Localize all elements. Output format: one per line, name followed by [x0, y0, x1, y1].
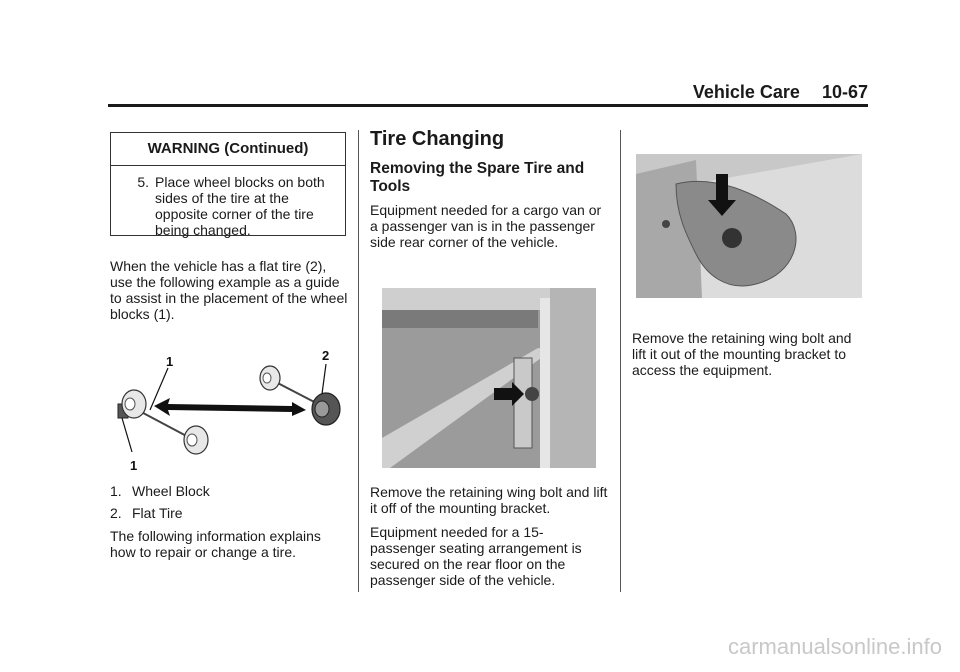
flat-tire-icon	[312, 393, 340, 425]
middle-para-3: Equipment needed for a 15-passenger seating arrangement is secured on the rear floor on the passenger side of the vehicle.	[370, 524, 582, 588]
front-right-tire-icon	[184, 426, 208, 454]
left-outro: The following information explains how to repair or change a tire.	[110, 528, 321, 560]
right-para-1: Remove the retaining wing bolt and lift it out of the mounting bracket to access the equipment.	[632, 330, 852, 378]
wheel-block-diagram	[110, 346, 348, 476]
warning-item-text: Place wheel blocks on both sides of the tire at the opposite corner of the tire being changed.	[155, 174, 325, 238]
warning-title: WARNING (Continued)	[111, 133, 345, 166]
column-divider-1	[358, 130, 359, 592]
column-divider-2	[620, 130, 621, 592]
section-title: Vehicle Care	[692, 82, 800, 102]
label-flat-tire: 2	[322, 348, 330, 363]
page-header	[693, 82, 868, 103]
label-wheel-block-top: 1	[166, 354, 174, 369]
middle-para-1: Equipment needed for a cargo van or a passenger van is in the passenger side rear corner of the vehicle.	[370, 202, 602, 250]
warning-item	[111, 166, 345, 238]
rear-left-tire-icon	[260, 366, 280, 390]
front-left-tire-icon	[122, 390, 146, 418]
list-item: 2. Flat Tire	[110, 505, 183, 521]
warning-box	[110, 132, 346, 236]
watermark: carmanualsonline.info	[727, 634, 942, 659]
section-heading: Tire Changing	[370, 128, 505, 150]
middle-para-2: Remove the retaining wing bolt and lift it off of the mounting bracket.	[370, 484, 608, 516]
subsection-heading: Removing the Spare Tire and Tools	[370, 160, 585, 195]
list-item: 1. Wheel Block	[110, 483, 210, 499]
header-rule	[108, 104, 868, 107]
legend-list	[110, 483, 348, 521]
page-number: 10-67	[821, 82, 868, 102]
label-wheel-block-bottom: 1	[130, 458, 138, 473]
warning-item-number: 5.	[137, 174, 149, 190]
left-intro: When the vehicle has a flat tire (2), use the following example as a guide to assist in the placement of the wheel blocks (1).	[110, 258, 348, 322]
cargo-van-photo	[382, 288, 596, 468]
diagonal-arrow-icon	[154, 398, 306, 416]
passenger-van-photo	[636, 154, 862, 298]
